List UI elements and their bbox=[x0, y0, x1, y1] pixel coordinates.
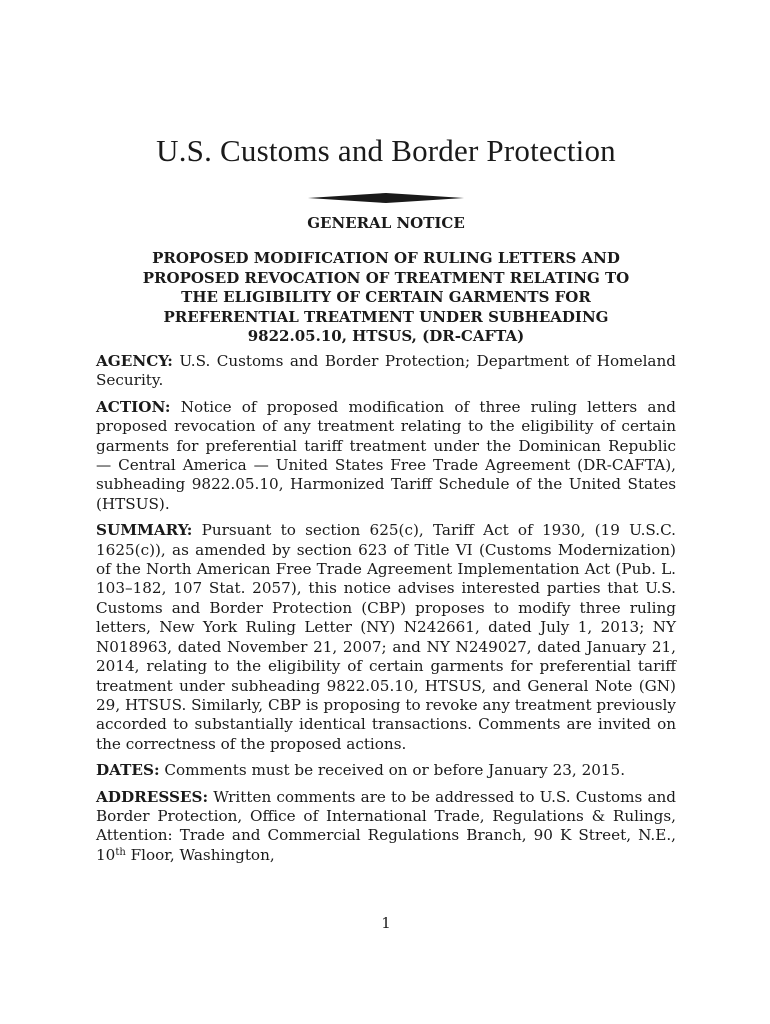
dates-text: Comments must be received on or before January 23, 2015. bbox=[164, 761, 626, 780]
document-page bbox=[96, 0, 676, 1024]
agency-section bbox=[96, 352, 676, 391]
heading-line: 9822.05.10, HTSUS, (DR-CAFTA) bbox=[247, 327, 525, 346]
notice-heading bbox=[96, 249, 676, 347]
summary-section bbox=[96, 521, 676, 754]
addresses-text-continued: Floor, Washington, bbox=[125, 845, 275, 864]
agency-label: AGENCY: bbox=[96, 352, 173, 370]
notice-type: GENERAL NOTICE bbox=[307, 214, 465, 232]
diamond-ornament-icon bbox=[308, 193, 464, 203]
summary-label: SUMMARY: bbox=[96, 521, 193, 540]
addresses-label: ADDRESSES: bbox=[96, 787, 209, 806]
dates-section bbox=[96, 761, 676, 780]
addresses-section bbox=[96, 788, 676, 866]
action-section bbox=[96, 398, 676, 514]
action-text: Notice of proposed modification of three ruling letters and proposed revocation of any treatment relating to the eligibility of certain garments for preferential tariff treatment under the Dominican Republic — Central America — United States Free Trade Agreement (DR-CAFTA), subheading 9822.05.10, Harmonized Tariff Schedule of the United States (HTSUS). bbox=[96, 397, 676, 513]
addresses-superscript: th bbox=[115, 846, 126, 858]
dates-label: DATES: bbox=[96, 761, 160, 780]
agency-title: U.S. Customs and Border Protection bbox=[156, 133, 616, 168]
page-number: 1 bbox=[381, 914, 391, 932]
heading-line: THE ELIGIBILITY OF CERTAIN GARMENTS FOR bbox=[181, 288, 591, 307]
heading-line: PROPOSED REVOCATION OF TREATMENT RELATING TO bbox=[142, 268, 630, 287]
notice-body bbox=[96, 352, 676, 872]
action-label: ACTION: bbox=[96, 397, 171, 416]
agency-text: U.S. Customs and Border Protection; Department of Homeland Security. bbox=[96, 352, 676, 390]
addresses-text: Written comments are to be addressed to U.S. Customs and Border Protection, Office of International Trade, Regulations & Rulings, Attention: Trade and Commercial Regulations Branch, 90 K Street, N.E., 10 bbox=[96, 787, 677, 864]
heading-line: PROPOSED MODIFICATION OF RULING LETTERS AND bbox=[152, 249, 620, 267]
summary-text: Pursuant to section 625(c), Tariff Act of 1930, (19 U.S.C. 1625(c)), as amended by section 623 of Title VI (Customs Modernization) of the North American Free Trade Agreement Implementation Act (Pub. L. 103–182, 107 Stat. 2057), this notice advises interested parties that U.S. Customs and Border Protection (CBP) proposes to modify three ruling letters, New York Ruling Letter (NY) N242661, dated July 1, 2013; NY N018963, dated November 21, 2007; and NY N249027, dated January 21, 2014, relating to the eligibility of certain garments for preferential tariff treatment under subheading 9822.05.10, HTSUS, and General Note (GN) 29, HTSUS. Similarly, CBP is proposing to revoke any treatment previously accorded to substantially identical transactions. Comments are invited on the correctness of the proposed actions. bbox=[96, 521, 676, 753]
heading-line: PREFERENTIAL TREATMENT UNDER SUBHEADING bbox=[163, 307, 609, 326]
